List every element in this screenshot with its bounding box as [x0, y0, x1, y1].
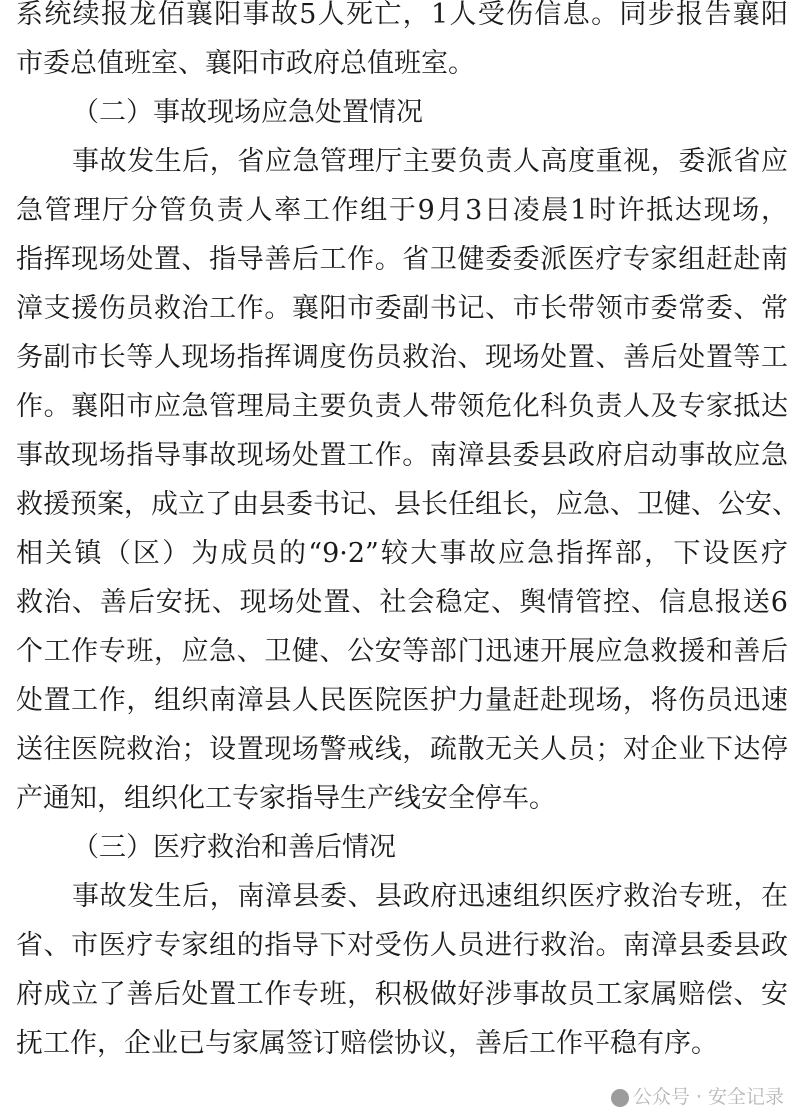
- text-line: 送往医院救治；设置现场警戒线，疏散无关人员；对企业下达停: [16, 734, 788, 765]
- text-line: 指挥现场处置、指导善后工作。省卫健委委派医疗专家组赶赴南: [16, 244, 788, 275]
- text-line: 救援预案，成立了由县委书记、县长任组长，应急、卫健、公安、: [16, 489, 799, 520]
- text-line: 救治、善后安抚、现场处置、社会稳定、舆情管控、信息报送6: [16, 587, 788, 618]
- section-heading: （二）事故现场应急处置情况: [72, 97, 423, 128]
- text-line: 市委总值班室、襄阳市政府总值班室。: [16, 48, 475, 79]
- text-line: 省、市医疗专家组的指导下对受伤人员进行救治。南漳县委县政: [16, 930, 788, 961]
- watermark-logo-icon: [611, 1089, 629, 1107]
- section-heading: （三）医疗救治和善后情况: [72, 832, 396, 863]
- text-line: 急管理厅分管负责人率工作组于9月3日凌晨1时许抵达现场，: [16, 195, 788, 226]
- text-line: 系统续报龙佰襄阳事故5人死亡，1人受伤信息。同步报告襄阳: [16, 0, 788, 30]
- text-line: 府成立了善后处置工作专班，积极做好涉事故员工家属赔偿、安: [16, 979, 788, 1010]
- text-line: 事故发生后，省应急管理厅主要负责人高度重视，委派省应: [72, 146, 788, 177]
- watermark: [611, 1086, 784, 1108]
- text-line: 产通知，组织化工专家指导生产线安全停车。: [16, 783, 556, 814]
- text-line: 作。襄阳市应急管理局主要负责人带领危化科负责人及专家抵达: [16, 391, 788, 422]
- text-line: 事故现场指导事故现场处置工作。南漳县委县政府启动事故应急: [16, 440, 788, 471]
- watermark-text: 公众号 · 安全记录: [632, 1086, 784, 1108]
- text-line: 抚工作，企业已与家属签订赔偿协议，善后工作平稳有序。: [16, 1028, 718, 1059]
- text-line: 事故发生后，南漳县委、县政府迅速组织医疗救治专班，在: [72, 881, 788, 912]
- text-line: 漳支援伤员救治工作。襄阳市委副书记、市长带领市委常委、常: [16, 293, 788, 324]
- text-line: 处置工作，组织南漳县人民医院医护力量赶赴现场，将伤员迅速: [16, 685, 788, 716]
- text-line: 务副市长等人现场指挥调度伤员救治、现场处置、善后处置等工: [16, 342, 788, 373]
- document-body: [16, 0, 799, 1068]
- text-line: 相关镇（区）为成员的“9·2”较大事故应急指挥部，下设医疗: [16, 538, 788, 569]
- text-line: 个工作专班，应急、卫健、公安等部门迅速开展应急救援和善后: [16, 636, 788, 667]
